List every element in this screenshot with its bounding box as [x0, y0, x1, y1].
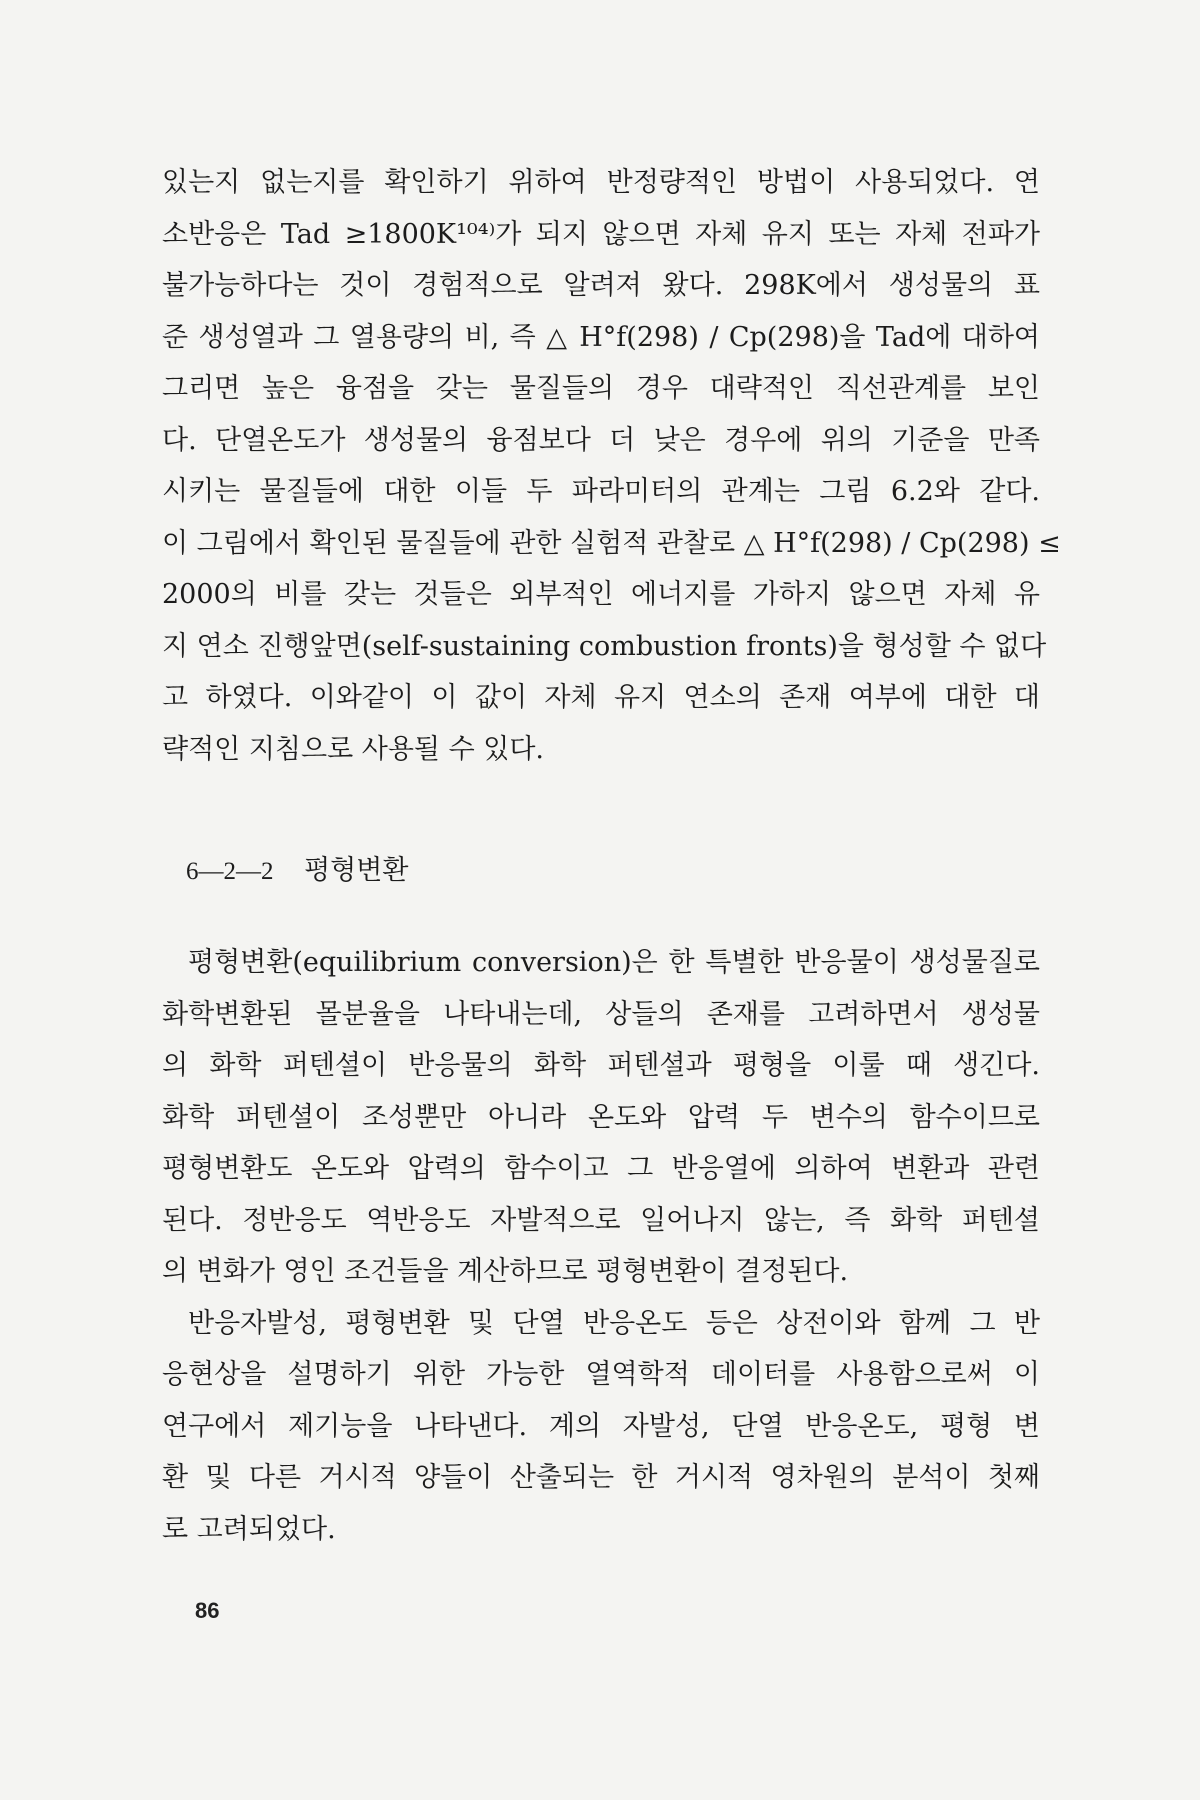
text-line: 불가능하다는 것이 경험적으로 알려져 왔다. 298K에서 생성물의 표 — [162, 270, 1040, 301]
page-number: 86 — [195, 1598, 220, 1623]
text-line: 략적인 지침으로 사용될 수 있다. — [162, 733, 544, 765]
text-line: 화학 퍼텐셜이 조성뿐만 아니라 온도와 압력 두 변수의 함수이므로 — [162, 1101, 1040, 1133]
section-heading — [186, 848, 408, 887]
text-line: 지 연소 진행앞면(self-sustaining combustion fronts)을 형성할 수 없다 — [162, 630, 1047, 662]
paragraph-1 — [162, 157, 1061, 775]
paragraph-2-3 — [162, 937, 1040, 1555]
text-line: 의 변화가 영인 조건들을 계산하므로 평형변환이 결정된다. — [162, 1256, 849, 1287]
text-line: 고 하였다. 이와같이 이 값이 자체 유지 연소의 존재 여부에 대한 대 — [162, 682, 1040, 713]
text-line: 로 고려되었다. — [162, 1513, 336, 1545]
text-line: 평형변환(equilibrium conversion)은 한 특별한 반응물이 생성물질로 — [188, 947, 1040, 978]
text-line: 된다. 정반응도 역반응도 자발적으로 일어나지 않는, 즉 화학 퍼텐셜 — [162, 1204, 1040, 1236]
text-line: 반응자발성, 평형변환 및 단열 반응온도 등은 상전이와 함께 그 반 — [188, 1307, 1040, 1339]
section-number: 6—2—2 — [186, 858, 274, 885]
text-line: 준 생성열과 그 열용량의 비, 즉 △ H°f(298) / Cp(298)을 Tad에 대하여 — [162, 321, 1040, 353]
text-line: 2000의 비를 갖는 것들은 외부적인 에너지를 가하지 않으면 자체 유 — [162, 579, 1040, 610]
text-line: 화학변환된 몰분율을 나타내는데, 상들의 존재를 고려하면서 생성물 — [162, 998, 1040, 1030]
text-line: 의 화학 퍼텐셜이 반응물의 화학 퍼텐셜과 평형을 이룰 때 생긴다. — [162, 1050, 1040, 1081]
text-line: 환 및 다른 거시적 양들이 산출되는 한 거시적 영차원의 분석이 첫째 — [162, 1462, 1040, 1493]
text-line: 소반응은 Tad ≥1800K¹⁰⁴⁾가 되지 않으면 자체 유지 또는 자체 전파가 — [162, 218, 1040, 250]
text-line: 이 그림에서 확인된 물질들에 관한 실험적 관찰로 △ H°f(298) / Cp(298) ≤ — [162, 527, 1061, 559]
text-line: 있는지 없는지를 확인하기 위하여 반정량적인 방법이 사용되었다. 연 — [162, 167, 1040, 198]
text-line: 응현상을 설명하기 위한 가능한 열역학적 데이터를 사용함으로써 이 — [162, 1359, 1040, 1390]
text-line: 다. 단열온도가 생성물의 융점보다 더 낮은 경우에 위의 기준을 만족 — [162, 424, 1040, 456]
text-line: 평형변환도 온도와 압력의 함수이고 그 반응열에 의하여 변환과 관련 — [162, 1153, 1040, 1184]
text-line: 연구에서 제기능을 나타낸다. 계의 자발성, 단열 반응온도, 평형 변 — [162, 1410, 1040, 1442]
section-title: 평형변환 — [304, 855, 409, 886]
text-line: 시키는 물질들에 대한 이들 두 파라미터의 관계는 그림 6.2와 같다. — [162, 476, 1040, 507]
text-line: 그리면 높은 융점을 갖는 물질들의 경우 대략적인 직선관계를 보인 — [162, 373, 1040, 404]
